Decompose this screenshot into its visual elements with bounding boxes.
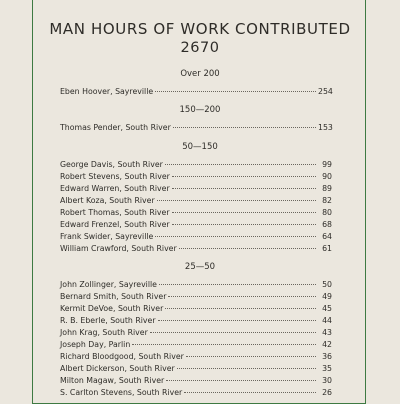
list-item <box>60 231 332 242</box>
person-name: Joseph Day, Parlin <box>60 340 131 349</box>
list-item <box>60 315 332 326</box>
list-item <box>60 339 332 350</box>
person-name: S. Carlton Stevens, South River <box>60 388 183 397</box>
list-item <box>60 207 332 218</box>
list-item <box>60 86 332 97</box>
person-name: Richard Bloodgood, South River <box>60 352 184 361</box>
list-item <box>60 363 332 374</box>
hours-value: 89 <box>322 184 332 193</box>
person-name: Kermit DeVoe, South River <box>60 304 164 313</box>
dot-leader <box>172 176 316 177</box>
list-item <box>60 327 332 338</box>
person-name: R. B. Eberle, South River <box>60 316 156 325</box>
dot-leader <box>172 188 316 189</box>
hours-value: 50 <box>322 280 332 289</box>
section-heading-over-200: Over 200 <box>180 69 220 79</box>
list-item <box>60 303 332 314</box>
dot-leader <box>166 380 316 381</box>
hours-value: 61 <box>322 244 332 253</box>
list-item <box>60 279 332 290</box>
hours-value: 80 <box>322 208 332 217</box>
list-item <box>60 195 332 206</box>
section-heading-25-50: 25—50 <box>184 262 216 272</box>
person-name: Albert Dickerson, South River <box>60 364 175 373</box>
dot-leader <box>168 296 316 297</box>
person-name: Bernard Smith, South River <box>60 292 167 301</box>
dot-leader <box>172 224 316 225</box>
person-name: Eben Hoover, Sayreville <box>60 87 154 96</box>
hours-value: 36 <box>322 352 332 361</box>
dot-leader <box>155 91 316 92</box>
hours-value: 90 <box>322 172 332 181</box>
list-item <box>60 291 332 302</box>
hours-value: 82 <box>322 196 332 205</box>
dot-leader <box>172 212 316 213</box>
hours-value: 30 <box>322 376 332 385</box>
hours-value: 153 <box>318 123 333 132</box>
dot-leader <box>150 332 316 333</box>
person-name: Edward Frenzel, South River <box>60 220 170 229</box>
dot-leader <box>158 320 316 321</box>
dot-leader <box>157 200 316 201</box>
list-item <box>60 159 332 170</box>
hours-value: 42 <box>322 340 332 349</box>
hours-value: 44 <box>322 316 332 325</box>
section-heading-50-150: 50—150 <box>182 142 218 152</box>
person-name: Robert Thomas, South River <box>60 208 170 217</box>
hours-value: 68 <box>322 220 332 229</box>
hours-value: 254 <box>318 87 333 96</box>
list-item <box>60 351 332 362</box>
total-hours: 2670 <box>180 40 220 56</box>
list-item <box>60 375 332 386</box>
person-name: William Crawford, South River <box>60 244 177 253</box>
list-item <box>60 387 332 398</box>
hours-value: 26 <box>322 388 332 397</box>
person-name: Milton Magaw, South River <box>60 376 165 385</box>
section-heading-150-200: 150—200 <box>179 105 221 115</box>
dot-leader <box>159 284 316 285</box>
list-item <box>60 243 332 254</box>
list-item <box>60 183 332 194</box>
list-item <box>60 122 332 133</box>
person-name: Albert Koza, South River <box>60 196 155 205</box>
dot-leader <box>132 344 316 345</box>
person-name: Frank Swider, Sayreville <box>60 232 154 241</box>
hours-value: 43 <box>322 328 332 337</box>
dot-leader <box>179 248 316 249</box>
page-title: MAN HOURS OF WORK CONTRIBUTED <box>49 20 351 38</box>
list-item <box>60 219 332 230</box>
dot-leader <box>177 368 316 369</box>
dot-leader <box>165 308 316 309</box>
person-name: George Davis, South River <box>60 160 163 169</box>
hours-value: 49 <box>322 292 332 301</box>
dot-leader <box>184 392 316 393</box>
dot-leader <box>173 127 316 128</box>
person-name: John Zollinger, Sayreville <box>60 280 157 289</box>
hours-value: 64 <box>322 232 332 241</box>
hours-value: 35 <box>322 364 332 373</box>
list-item <box>60 171 332 182</box>
dot-leader <box>186 356 316 357</box>
person-name: John Krag, South River <box>60 328 148 337</box>
hours-value: 45 <box>322 304 332 313</box>
person-name: Robert Stevens, South River <box>60 172 170 181</box>
dot-leader <box>165 164 316 165</box>
person-name: Thomas Pender, South River <box>60 123 171 132</box>
dot-leader <box>155 236 316 237</box>
hours-value: 99 <box>322 160 332 169</box>
person-name: Edward Warren, South River <box>60 184 170 193</box>
